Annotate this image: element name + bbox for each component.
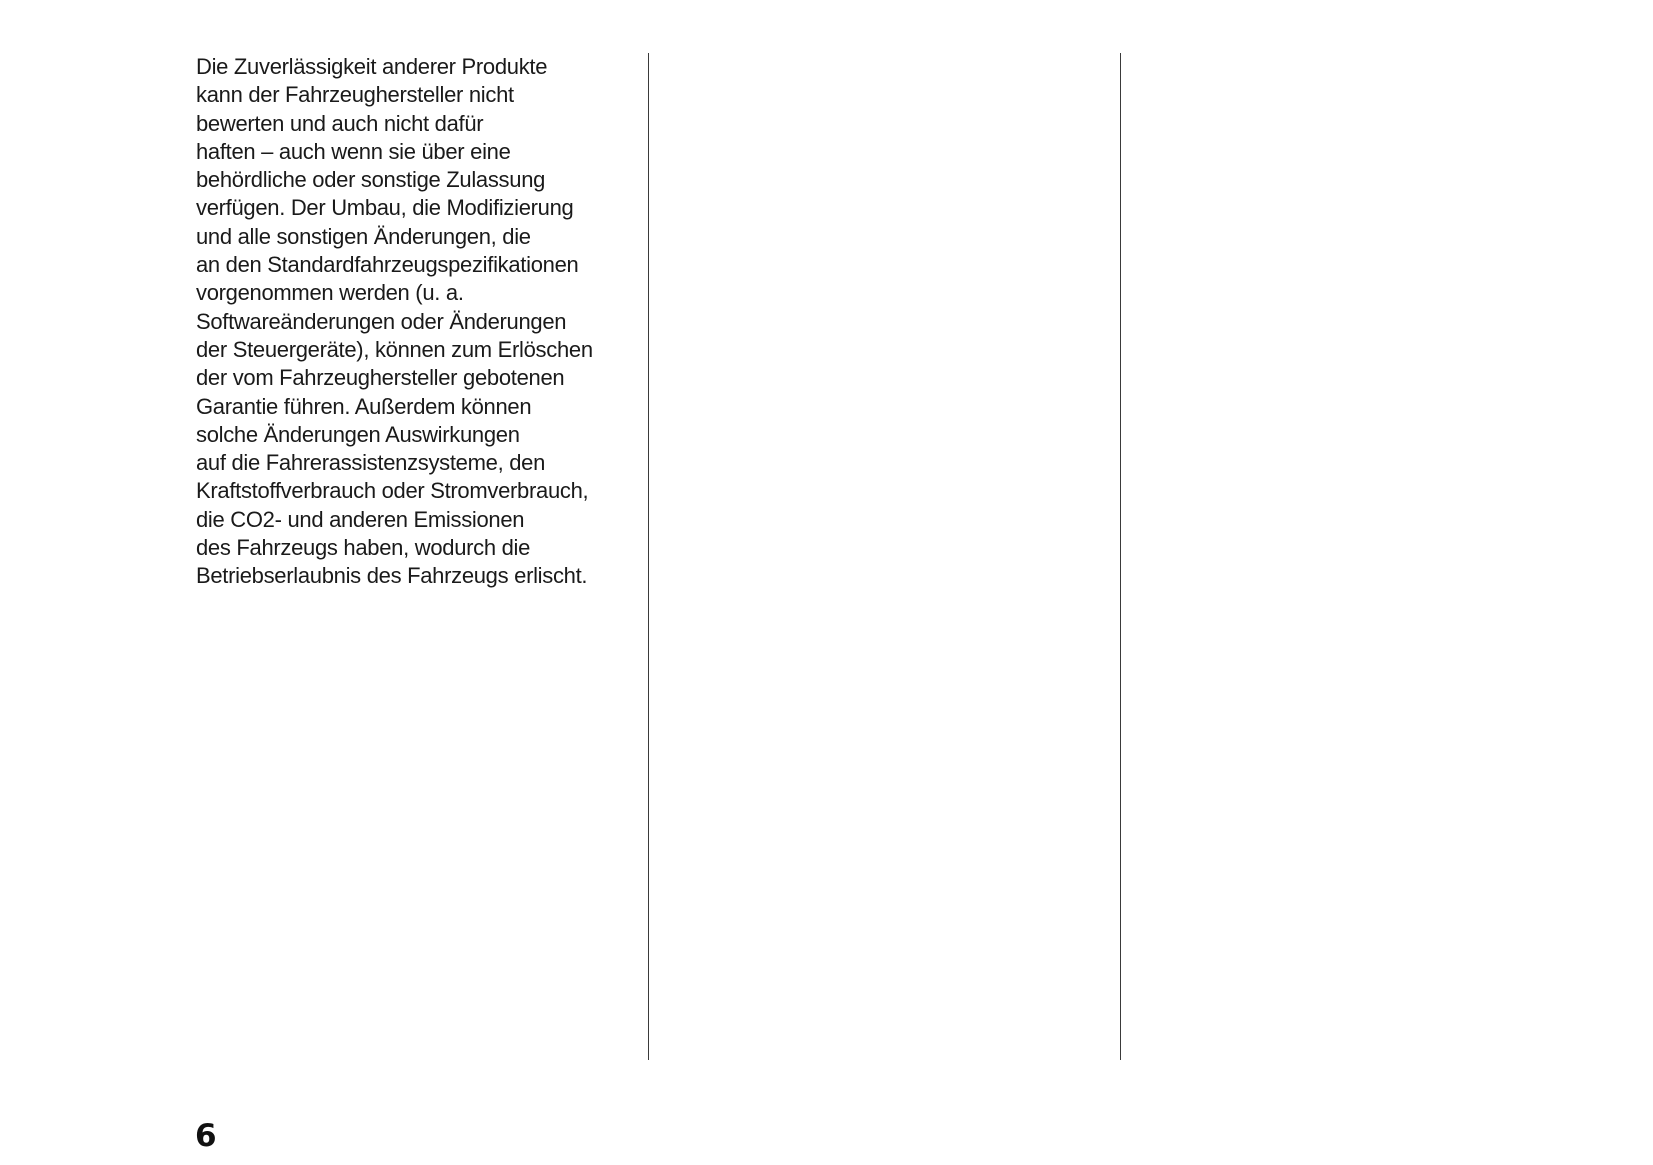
text-line: Kraftstoffverbrauch oder Stromverbrauch,	[196, 478, 589, 504]
text-line: verfügen. Der Umbau, die Modifizierung	[196, 195, 574, 221]
column-divider-right	[1120, 53, 1121, 1060]
text-line: Softwareänderungen oder Änderungen	[196, 308, 567, 334]
text-line: kann der Fahrzeughersteller nicht	[196, 82, 514, 108]
text-line: Betriebserlaubnis des Fahrzeugs erlischt.	[196, 563, 588, 589]
text-line: des Fahrzeugs haben, wodurch die	[196, 535, 531, 561]
text-line: bewerten und auch nicht dafür	[196, 110, 484, 136]
text-line: Garantie führen. Außerdem können	[196, 393, 532, 419]
text-line: behördliche oder sonstige Zulassung	[196, 167, 546, 193]
text-line: Die Zuverlässigkeit anderer Produkte	[196, 54, 548, 79]
text-line: die CO2- und anderen Emissionen	[196, 506, 525, 532]
text-line: an den Standardfahrzeugspezifikationen	[196, 252, 579, 278]
text-line: vorgenommen werden (u. a.	[196, 280, 464, 306]
text-line: und alle sonstigen Änderungen, die	[196, 223, 531, 249]
text-line: solche Änderungen Auswirkungen	[196, 421, 520, 447]
text-line: der vom Fahrzeughersteller gebotenen	[196, 365, 565, 391]
text-line: der Steuergeräte), können zum Erlöschen	[196, 336, 593, 362]
body-text-column	[196, 53, 636, 591]
text-line: haften – auch wenn sie über eine	[196, 138, 511, 164]
column-divider-left	[648, 53, 649, 1060]
page-number: 6	[195, 1118, 217, 1154]
text-line: auf die Fahrerassistenzsysteme, den	[196, 450, 546, 476]
